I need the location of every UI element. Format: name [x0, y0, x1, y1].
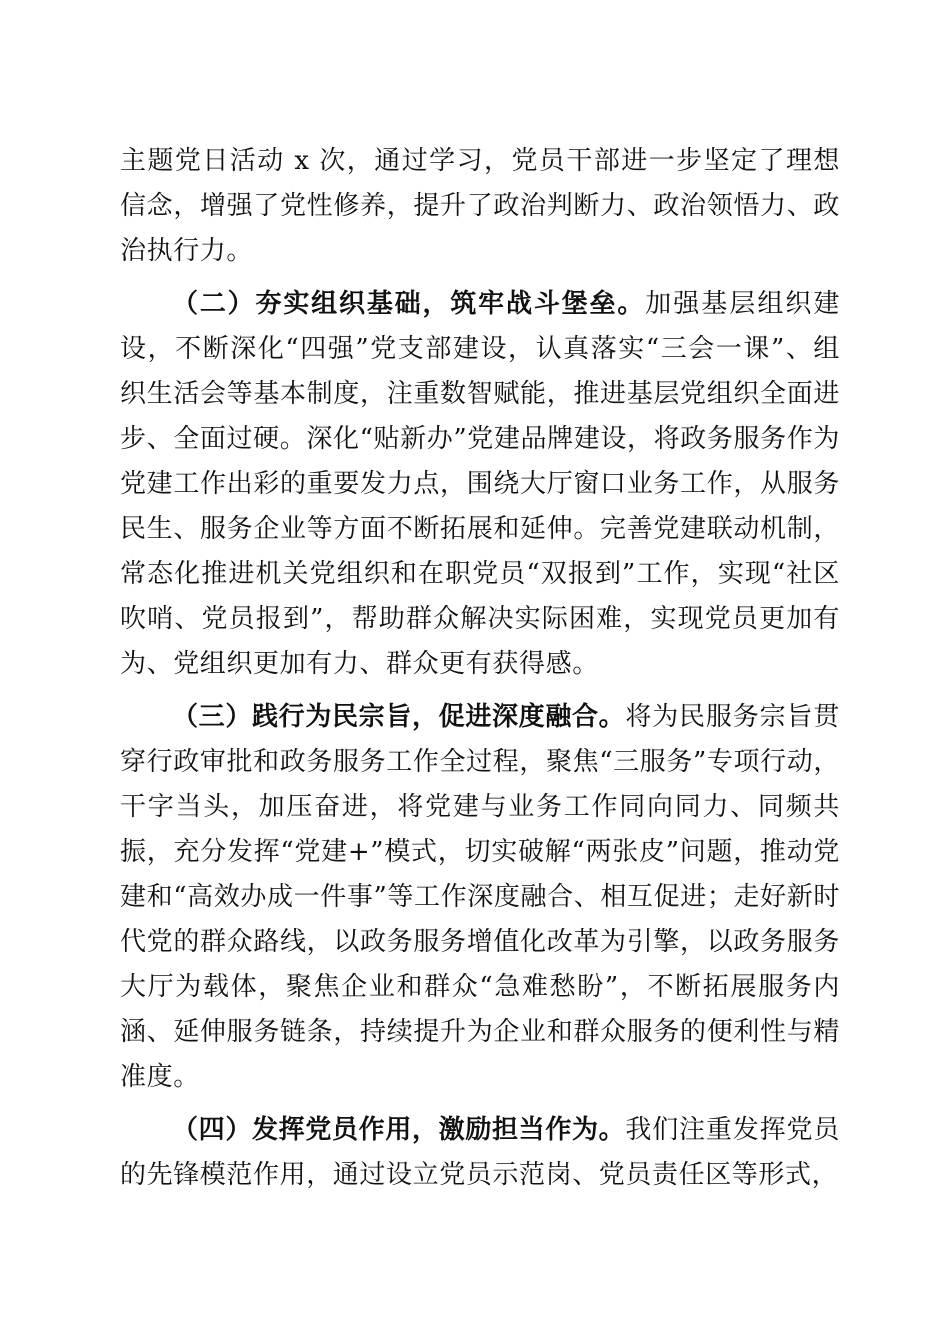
paragraph-body: 将为民服务宗旨贯穿行政审批和政务服务工作全过程，聚焦“三服务”专项行动，干字当头，加压奋进，将党建与业务工作同向同力、同频共振，充分发挥“党建+”模式，切实破解“两张皮”问题，推动党建和“高效办成一件事”等工作深度融合、相互促进；走好新时代党的群众路线，以政务服务增值化改革为引擎，以政务服务大厅为载体，聚焦企业和群众“急难愁盼”，不断拓展服务内涵、延伸服务链条，持续提升为企业和群众服务的便利性与精准度。 [120, 702, 840, 1092]
paragraph-section-3 [120, 695, 840, 1100]
paragraph-body: 我们注重发挥党员的先锋模范作用，通过设立党员示范岗、党员责任区等形式， [120, 1115, 840, 1190]
paragraph-body: 加强基层组织建设，不断深化“四强”党支部建设，认真落实“三会一课”、组织生活会等基本制度，注重数智赋能，推进基层党组织全面进步、全面过硬。深化“贴新办”党建品牌建设，将政务服务作为党建工作出彩的重要发力点，围绕大厅窗口业务工作，从服务民生、服务企业等方面不断拓展和延伸。完善党建联动机制，常态化推进机关党组织和在职党员“双报到”工作，实现“社区吹哨、党员报到”，帮助群众解决实际困难，实现党员更加有为、党组织更加有力、群众更有获得感。 [120, 289, 840, 679]
paragraph-body: 主题党日活动 x 次，通过学习，党员干部进一步坚定了理想信念，增强了党性修养，提升了政治判断力、政治领悟力、政治执行力。 [120, 146, 840, 266]
paragraph-section-2 [120, 282, 840, 687]
section-heading: （三）践行为民宗旨，促进深度融合。 [172, 702, 626, 732]
body-text [120, 139, 840, 1206]
paragraph-continuation [120, 139, 840, 274]
section-heading: （二）夯实组织基础，筑牢战斗堡垒。 [172, 289, 646, 319]
paragraph-section-4 [120, 1108, 840, 1198]
section-heading: （四）发挥党员作用，激励担当作为。 [172, 1115, 626, 1145]
